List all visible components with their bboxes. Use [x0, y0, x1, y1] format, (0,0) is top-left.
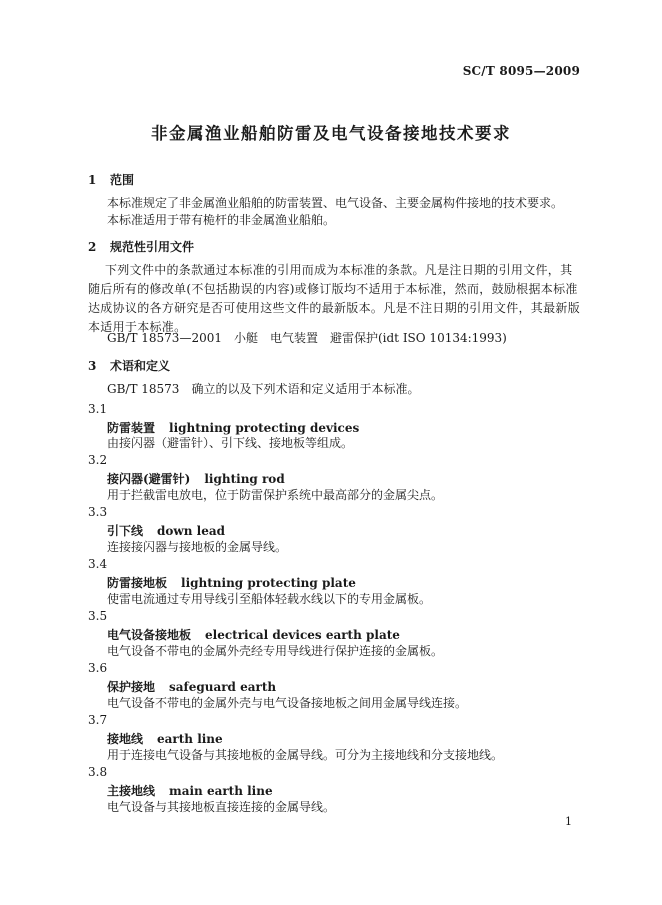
term-definition: 用于连接电气设备与其接地板的金属导线。可分为主接地线和分支接地线。	[107, 748, 504, 762]
term-definition: 用于拦截雷电放电，位于防雷保护系统中最高部分的金属尖点。	[107, 488, 444, 502]
term-definition: 电气设备不带电的金属外壳与电气设备接地板之间用金属导线连接。	[107, 696, 468, 710]
term-number: 3.4	[88, 557, 108, 571]
term-name-en: lighting rod	[204, 472, 285, 486]
term-name-cn: 保护接地	[107, 680, 156, 694]
normative-paragraph: 下列文件中的条款通过本标准的引用而成为本标准的条款。凡是注日期的引用文件，其随后所有的修改单(不包括勘误的内容)或修订版均不适用于本标准，然而，鼓励根据本标准达成协议的各方研究是否可使用这些文件的最新版本。凡是不注日期的引用文件，其最新版本适用于本标准。	[88, 263, 581, 334]
section-3-title: 术语和定义	[110, 359, 171, 373]
term-name	[107, 470, 285, 487]
term-name-cn: 主接地线	[107, 784, 156, 798]
term-name-en: main earth line	[169, 784, 273, 798]
term-name-en: earth line	[157, 732, 223, 746]
section-1-number: 1	[88, 173, 97, 187]
terms-intro: GB/T 18573 确立的以及下列术语和定义适用于本标准。	[107, 382, 420, 396]
term-name-cn: 防雷装置	[107, 421, 156, 435]
term-number: 3.2	[88, 453, 108, 467]
term-name-cn: 接闪器(避雷针)	[107, 472, 191, 486]
term-number: 3.5	[88, 609, 108, 623]
term-number: 3.3	[88, 505, 108, 519]
term-number: 3.6	[88, 661, 108, 675]
term-name-en: safeguard earth	[169, 680, 277, 694]
term-name-en: lightning protecting plate	[181, 576, 356, 590]
normative-reference: GB/T 18573—2001 小艇 电气装置 避雷保护(idt ISO 10134:1993)	[107, 331, 507, 345]
section-2-heading	[88, 238, 194, 255]
term-name	[107, 626, 400, 643]
term-name-cn: 防雷接地板	[107, 576, 168, 590]
term-name-en: down lead	[157, 524, 226, 538]
term-name	[107, 782, 273, 799]
term-name-en: electrical devices earth plate	[205, 628, 400, 642]
term-name-cn: 接地线	[107, 732, 144, 746]
page-number: 1	[565, 815, 572, 828]
term-number: 3.8	[88, 765, 108, 779]
section-2-number: 2	[88, 240, 97, 254]
term-definition: 使雷电流通过专用导线引至船体轻载水线以下的专用金属板。	[107, 592, 432, 606]
term-name-en: lightning protecting devices	[169, 421, 360, 435]
term-definition: 电气设备与其接地板直接连接的金属导线。	[107, 800, 336, 814]
scope-line-2: 本标准适用于带有桅杆的非金属渔业船舶。	[107, 213, 336, 227]
term-name	[107, 678, 276, 695]
section-2-title: 规范性引用文件	[110, 240, 195, 254]
term-number: 3.7	[88, 713, 108, 727]
section-1-heading	[88, 171, 134, 188]
term-name-cn: 电气设备接地板	[107, 628, 192, 642]
section-3-number: 3	[88, 359, 97, 373]
term-number: 3.1	[88, 402, 108, 416]
term-name	[107, 522, 225, 539]
term-definition: 连接接闪器与接地板的金属导线。	[107, 540, 288, 554]
standard-code: SC/T 8095—2009	[462, 64, 580, 78]
section-3-heading	[88, 357, 170, 374]
term-definition: 电气设备不带电的金属外壳经专用导线进行保护连接的金属板。	[107, 644, 444, 658]
section-1-title: 范围	[110, 173, 135, 187]
term-definition: 由接闪器（避雷针）、引下线、接地板等组成。	[107, 436, 354, 450]
term-name	[107, 574, 356, 591]
term-name-cn: 引下线	[107, 524, 144, 538]
document-title: 非金属渔业船舶防雷及电气设备接地技术要求	[151, 124, 511, 143]
scope-line-1: 本标准规定了非金属渔业船舶的防雷装置、电气设备、主要金属构件接地的技术要求。	[107, 196, 564, 210]
term-name	[107, 730, 223, 747]
